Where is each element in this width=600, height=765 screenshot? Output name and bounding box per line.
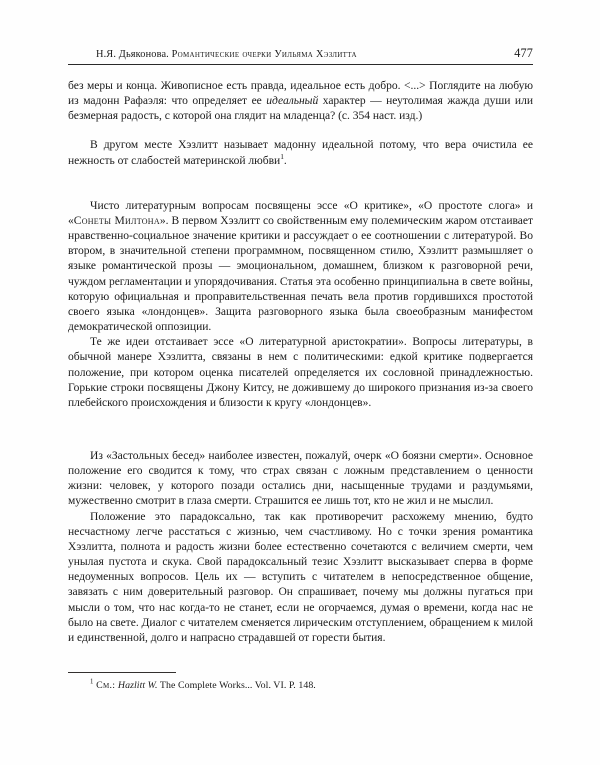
quote-paragraph — [68, 79, 533, 124]
paragraph-2-tail: . — [283, 154, 287, 167]
section-spacer-1 — [68, 169, 533, 199]
footnote-separator-rule — [68, 672, 176, 673]
running-head-text — [68, 49, 357, 60]
section-spacer-2 — [68, 411, 533, 449]
footnote-number: 1 — [90, 678, 94, 686]
paragraph-3-part2: ». В первом Хэзлитт со свойственным ему полемическим жаром отстаивает нравственно-социальное значение критики и рассуждает о ее соотношении с литературой. Во втором, в значительной степени программном, посвященном стилю, Хэзлитт размышляет о языке романтической прозы — эмоциональном, домашнем, близком к разговорной речи, чуждом регламентации и упорядочивания. Статья эта особенно принципиальна в свете войны, которую официальная и проправительственная печать вела против гордившихся простотой своего языка «лондонцев». Защита разговорного языка была своеобразным манифестом демократической оппозиции. — [68, 214, 533, 334]
running-head-title: Романтические очерки Уильяма Хэзлитта — [171, 49, 357, 60]
paragraph-2-text: В другом месте Хэзлитт называет мадонну идеальной потому, что вера очистила ее нежность от слабостей материнской любви — [68, 139, 533, 167]
footnote-reference-marker[interactable]: 1 — [280, 151, 284, 161]
quote-text-part2: характер — неутолимая жажда души или безмерная радость, с которой она глядит на младенца? (с. 354 наст. изд.) — [68, 95, 533, 123]
paragraph-madonna — [68, 138, 533, 168]
footnote-citation: The Complete Works... Vol. VI. P. 148. — [157, 680, 316, 691]
paragraph-3-part1: Чисто литературным вопросам посвящены эссе «О критике», «О простоте слога» и « — [68, 199, 533, 227]
footnote-author: Hazlitt W. — [117, 680, 158, 691]
paragraph-paradox: Положение это парадоксально, так как противоречит расхожему мнению, будто несчастному легче расстаться с жизнью, чем счастливому. Но с точки зрения романтика Хэзлитта, полнота и радость жизни более естественно сочетаются с величием смерти, чем унылая пустота и скука. Свой парадоксальный тезис Хэзлитт высказывает сперва в форме недоуменных вопросов. Цель их — вступить с читателем в непосредственное общение, завязать с ним доверительный разговор. Он спрашивает, почему мы должны пугаться при мысли о том, что нас когда-то не станет, если не огорчаемся, думая о времени, когда нас не было на свете. Диалог с читателем сменяется лирическим отступлением, обращением к милой и единственной, долго и напрасно страдавшей от горести бытия. — [68, 510, 533, 644]
paragraph-spacer — [68, 124, 533, 138]
essay-title-milton-sonnets: Сонеты Милтона — [73, 214, 160, 227]
paragraph-fear-of-death: Из «Застольных бесед» наиболее известен, пожалуй, очерк «О боязни смерти». Основное положение его сводится к тому, что страх связан с ложным представлением о ценности жизни: человек, у которого позади остались дни, насыщенные трудами и раздумьями, мужественно смотрит в глаза смерти. Страшится ее лишь тот, кто не жил и не мыслил. — [68, 449, 533, 508]
paragraph-literary-questions — [68, 199, 533, 335]
footnote-area — [68, 672, 533, 692]
running-head-author: Н.Я. Дьяконова. — [96, 49, 169, 60]
running-head — [68, 46, 533, 63]
footnote-entry — [68, 679, 533, 692]
quote-text-part1: без меры и конца. Живописное есть правда, идеальное есть добро. <...> Поглядите на любую из мадонн Рафаэля: что определяет ее — [68, 80, 533, 108]
header-divider-rule — [68, 64, 533, 65]
page-number: 477 — [514, 46, 533, 60]
page-content — [68, 46, 533, 646]
paragraph-literary-aristocracy: Те же идеи отстаивает эссе «О литературной аристократии». Вопросы литературы, в обычной манере Хэзлитта, связаны в нем с политическими: едкой критике подвергается положение, при котором оценка писателей определяется их сословной принадлежностью. Горькие строки посвящены Джону Китсу, не дожившему до широкого признания из-за своего плебейского происхождения и близости к кругу «лондонцев». — [68, 336, 533, 409]
footnote-prefix: См.: — [93, 680, 118, 691]
quote-italic-word: идеальный — [266, 95, 319, 108]
